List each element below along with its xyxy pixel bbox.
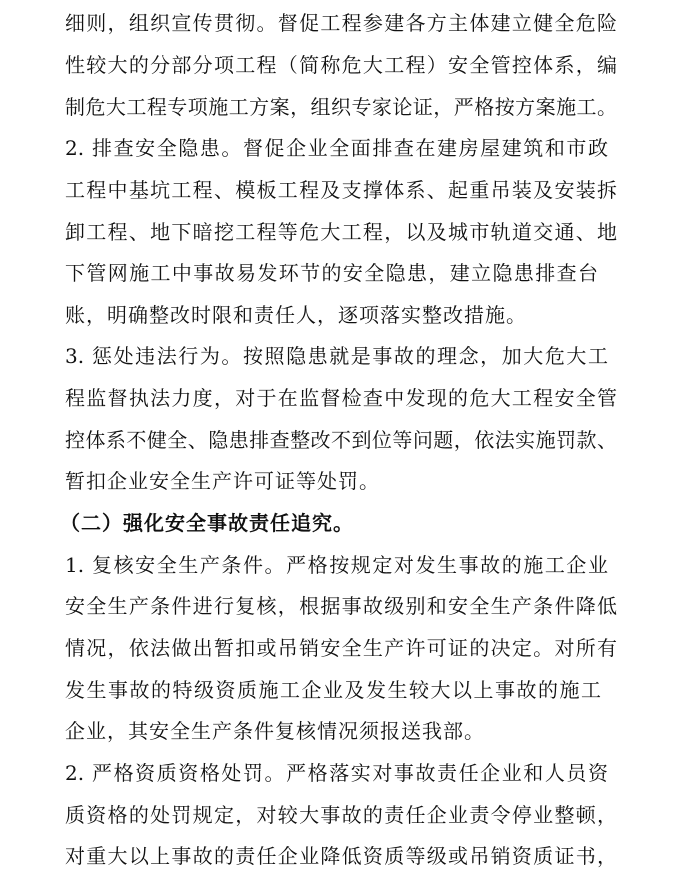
text-line: 制危大工程专项施工方案，组织专家论证，严格按方案施工。: [65, 95, 617, 119]
section-heading: （二）强化安全事故责任追究。: [60, 511, 354, 535]
text-line: 性较大的分部分项工程（简称危大工程）安全管控体系，编: [65, 53, 617, 77]
text-line: 情况，依法做出暂扣或吊销安全生产许可证的决定。对所有: [65, 636, 617, 660]
list-item-heading: 2. 严格资质资格处罚。严格落实对事故责任企业和人员资: [65, 761, 608, 785]
text-line: 下管网施工中事故易发环节的安全隐患，建立隐患排查台: [65, 261, 598, 285]
text-line: 卸工程、地下暗挖工程等危大工程，以及城市轨道交通、地: [65, 220, 617, 244]
list-item-heading: 1. 复核安全生产条件。严格按规定对发生事故的施工企业: [65, 553, 608, 577]
text-line: 发生事故的特级资质施工企业及发生较大以上事故的施工: [65, 678, 601, 702]
text-line: 控体系不健全、隐患排查整改不到位等问题，依法实施罚款、: [65, 428, 617, 452]
text-line: 安全生产条件进行复核，根据事故级别和安全生产条件降低: [65, 594, 617, 618]
text-line: 对重大以上事故的责任企业降低资质等级或吊销资质证书，: [65, 844, 617, 868]
list-item-heading: 2. 排查安全隐患。督促企业全面排查在建房屋建筑和市政: [65, 136, 608, 160]
text-line: 质资格的处罚规定，对较大事故的责任企业责令停业整顿，: [65, 803, 617, 827]
text-line: 企业，其安全生产条件复核情况须报送我部。: [65, 719, 485, 743]
list-item-heading: 3. 惩处违法行为。按照隐患就是事故的理念，加大危大工: [65, 344, 608, 368]
text-line: 暂扣企业安全生产许可证等处罚。: [65, 469, 380, 493]
text-line: 工程中基坑工程、模板工程及支撑体系、起重吊装及安装拆: [65, 178, 617, 202]
text-line: 程监督执法力度，对于在监督检查中发现的危大工程安全管: [65, 386, 617, 410]
text-line: 账，明确整改时限和责任人，逐项落实整改措施。: [65, 303, 527, 327]
text-line: 细则，组织宣传贯彻。督促工程参建各方主体建立健全危险: [65, 11, 617, 35]
